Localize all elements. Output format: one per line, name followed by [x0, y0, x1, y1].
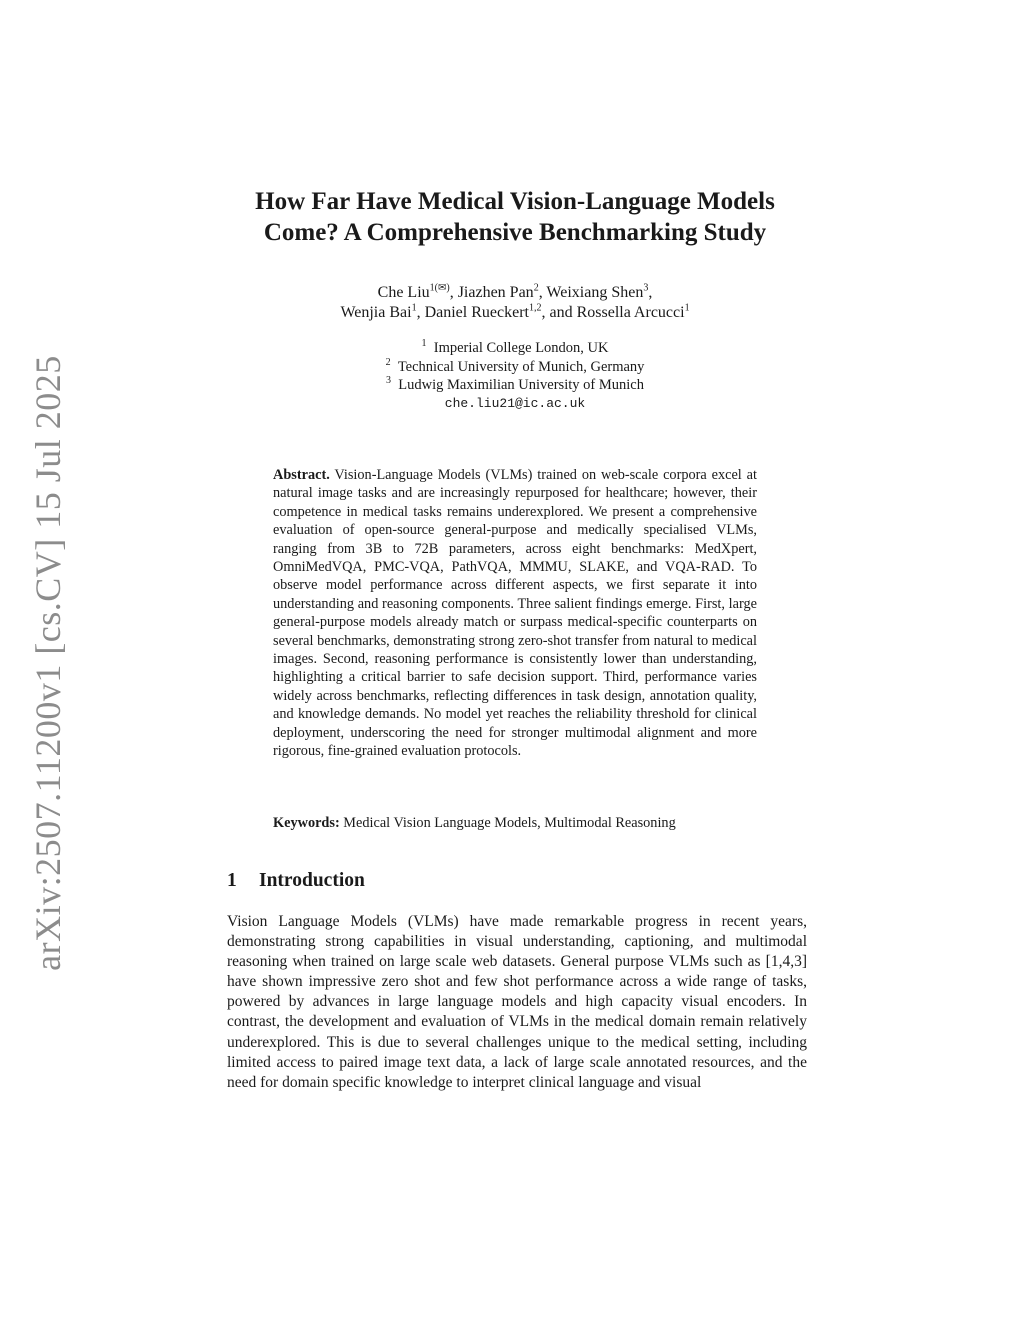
- author-name: Jiazhen Pan: [457, 284, 534, 301]
- abstract-paragraph: [273, 466, 757, 761]
- introduction-paragraph: Vision Language Models (VLMs) have made remarkable progress in recent years, demonstrating strong capabilities in visual understanding, captioning, and multimodal reasoning when trained on large scale web datasets. General purpose VLMs such as [1,4,3] have shown impressive zero shot and few shot performance across a wide range of tasks, powered by advances in large language models and high capacity visual encoders. In contrast, the development and evaluation of VLMs in the medical domain remain relatively underexplored. This is due to several challenges unique to the medical setting, including limited access to paired image text data, a lack of large scale annotated resources, and the need for domain specific knowledge to interpret clinical language and visual: [227, 913, 807, 1091]
- author-affiliation-mark: 2: [533, 282, 539, 294]
- section-number: 1: [227, 870, 237, 891]
- arxiv-identifier: arXiv:2507.11200v1 [cs.CV] 15 Jul 2025: [28, 354, 68, 971]
- author-separator: , and: [541, 304, 577, 321]
- title-line-2: Come? A Comprehensive Benchmarking Study: [263, 219, 767, 246]
- arxiv-identifier-sidebar: [18, 354, 78, 971]
- affiliation-item: [230, 339, 800, 358]
- abstract-text: Vision-Language Models (VLMs) trained on web-scale corpora excel at natural image tasks and are increasingly repurposed for healthcare; however, their competence in medical tasks remains underexplored. We present a comprehensive evaluation of open-source general-purpose and medically specialised VLMs, ranging from 3B to 72B parameters, across eight benchmarks: MedXpert, OmniMedVQA, PMC-VQA, PathVQA, MMMU, SLAKE, and VQA-RAD. To observe model performance across different aspects, we first separate it into understanding and reasoning components. Three salient findings emerge. First, large general-purpose models already match or surpass medical-specific counterparts on several benchmarks, demonstrating strong zero-shot transfer from natural to medical images. Second, reasoning performance is consistently lower than understanding, highlighting a critical barrier to safe decision support. Third, performance varies widely across benchmarks, reflecting differences in task design, annotation quality, and knowledge demands. No model yet reaches the reliability threshold for clinical deployment, underscoring the need for stronger multimodal alignment and more rigorous, fine-grained evaluation protocols.: [273, 467, 757, 760]
- author-name: Weixiang Shen: [546, 284, 644, 301]
- keywords-text: Medical Vision Language Models, Multimodal Reasoning: [343, 815, 676, 831]
- keywords-line: [273, 814, 757, 832]
- affiliation-item: [230, 376, 800, 395]
- author-separator: ,: [538, 284, 547, 301]
- author-separator: ,: [416, 304, 425, 321]
- affiliation-number: 2: [385, 356, 391, 368]
- affiliation-text: Technical University of Munich, Germany: [397, 358, 645, 375]
- author-name: Wenjia Bai: [340, 304, 412, 321]
- author-list: [230, 283, 800, 323]
- author-line-1: [230, 283, 800, 303]
- author-affiliation-mark: 3: [643, 282, 649, 294]
- affiliation-number: 3: [386, 375, 392, 387]
- abstract-label: Abstract.: [273, 467, 330, 483]
- title-line-1: How Far Have Medical Vision-Language Models: [255, 188, 775, 215]
- author-affiliation-mark: 1: [411, 302, 417, 314]
- paper-title: [200, 186, 830, 248]
- author-line-2: [230, 303, 800, 323]
- author-name: Daniel Rueckert: [424, 304, 529, 321]
- author-affiliation-mark: 1(✉): [429, 282, 450, 294]
- author-name: Che Liu: [377, 284, 430, 301]
- affiliation-text: Imperial College London, UK: [433, 340, 609, 356]
- author-affiliation-mark: 1,2: [528, 302, 542, 314]
- section-heading: [227, 868, 807, 894]
- author-name: Rossella Arcucci: [576, 304, 685, 321]
- author-separator: ,: [648, 284, 653, 301]
- keywords-label: Keywords:: [273, 815, 340, 831]
- affiliation-list: [230, 339, 800, 413]
- section-title: Introduction: [259, 870, 365, 891]
- affiliation-item: [230, 358, 800, 377]
- author-affiliation-mark: 1: [684, 302, 690, 314]
- affiliation-text: Ludwig Maximilian University of Munich: [398, 377, 644, 393]
- author-separator: ,: [449, 284, 458, 301]
- contact-email: che.liu21@ic.ac.uk: [444, 395, 586, 411]
- affiliation-number: 1: [421, 338, 427, 350]
